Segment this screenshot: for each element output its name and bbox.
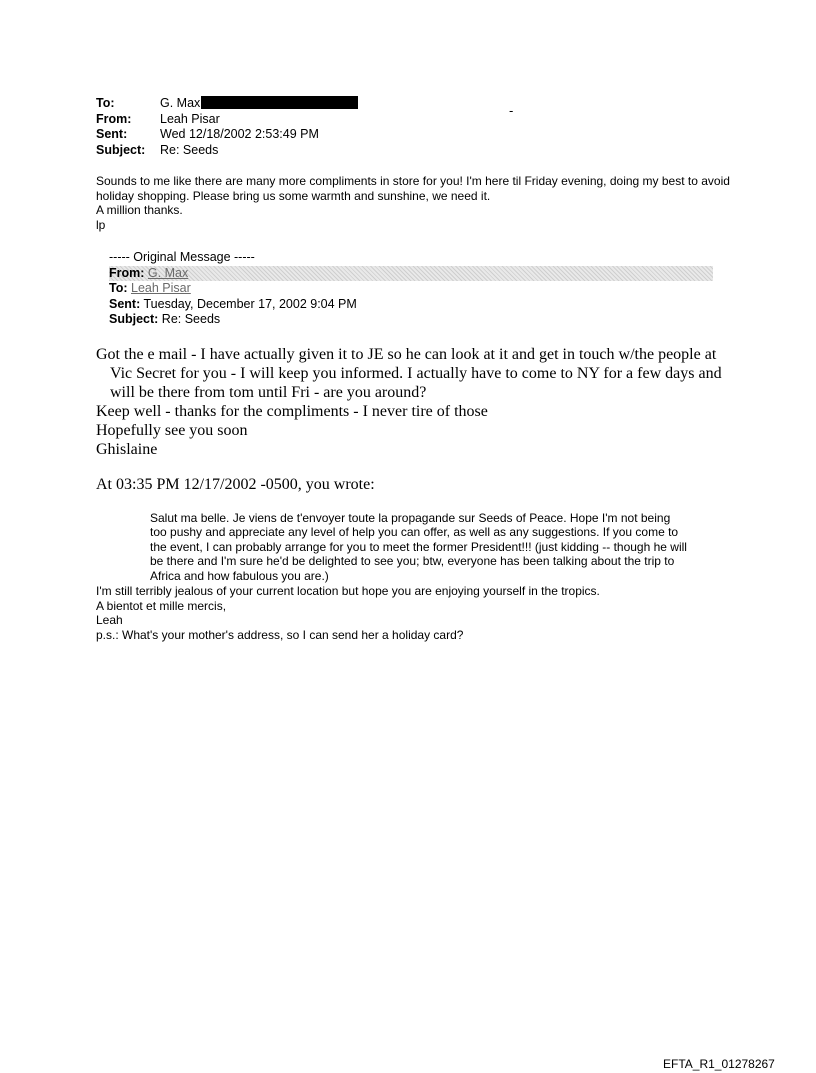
original-subject-label: Subject: bbox=[109, 312, 159, 326]
original-from-link[interactable]: G. Max bbox=[147, 265, 189, 280]
original-message-header bbox=[109, 250, 713, 328]
reply-signoff: lp bbox=[96, 217, 106, 232]
subject-label: Subject: bbox=[96, 142, 146, 157]
original-to-row bbox=[109, 281, 713, 297]
sent-row bbox=[96, 127, 358, 143]
quoted-line-3: Leah bbox=[96, 613, 123, 627]
original-to-link[interactable]: Leah Pisar bbox=[131, 281, 191, 295]
wrote-line: At 03:35 PM 12/17/2002 -0500, you wrote: bbox=[96, 476, 375, 493]
original-from-row bbox=[109, 266, 713, 282]
to-label: To: bbox=[96, 96, 115, 110]
original-to-label: To: bbox=[109, 281, 128, 295]
ghislaine-line-3: Hopefully see you soon bbox=[96, 422, 248, 439]
original-sent-label: Sent: bbox=[109, 296, 141, 311]
sent-label: Sent: bbox=[96, 127, 128, 141]
ghislaine-signature: Ghislaine bbox=[96, 441, 158, 458]
document-id: EFTA_R1_01278267 bbox=[663, 1057, 775, 1071]
subject-row bbox=[96, 143, 358, 159]
original-subject-value: Re: Seeds bbox=[161, 312, 221, 326]
ghislaine-line-2: Keep well - thanks for the compliments - I never tire of those bbox=[96, 403, 488, 420]
to-value: G. Max bbox=[160, 96, 201, 110]
reply-paragraph: Sounds to me like there are many more compliments in store for you! I'm here til Friday evening, doing my best to avoid holiday shopping. Please bring us some warmth and sunshine, we need it. bbox=[96, 174, 730, 203]
quoted-tail bbox=[96, 584, 716, 642]
original-subject-row bbox=[109, 312, 713, 328]
original-divider: ----- Original Message ----- bbox=[109, 250, 255, 264]
from-value: Leah Pisar bbox=[160, 111, 220, 126]
from-label: From: bbox=[96, 111, 132, 126]
quoted-line-2: A bientot et mille mercis, bbox=[96, 598, 227, 613]
redaction-bar bbox=[201, 96, 358, 109]
ghislaine-paragraph: Got the e mail - I have actually given it to JE so he can look at it and get in touch w/the people at Vic Secret for you - I will keep you informed. I actually have to come to NY for a few days and will be there from tom until Fri - are you around? bbox=[96, 346, 722, 401]
email-header bbox=[96, 96, 358, 158]
original-sent-value: Tuesday, December 17, 2002 9:04 PM bbox=[143, 296, 357, 311]
stray-mark: - bbox=[509, 103, 514, 118]
to-row bbox=[96, 96, 358, 112]
quoted-line-1: I'm still terribly jealous of your current location but hope you are enjoying yourself in the tropics. bbox=[96, 584, 600, 598]
subject-value: Re: Seeds bbox=[160, 142, 219, 157]
original-from-label: From: bbox=[109, 265, 145, 280]
original-sent-row bbox=[109, 297, 713, 313]
quoted-message bbox=[150, 511, 690, 583]
reply-body bbox=[96, 174, 736, 232]
quoted-paragraph: Salut ma belle. Je viens de t'envoyer toute la propagande sur Seeds of Peace. Hope I'm not being too pushy and appreciate any level of help you can offer, as well as any suggestions. If you come to the event, I can probably arrange for you to meet the former President!!! (just kidding -- though he will be there and I'm sure he'd be delighted to see you; btw, everyone has been talking about the trip to Africa and how fabulous you are.) bbox=[150, 511, 687, 583]
ghislaine-body bbox=[96, 345, 726, 459]
quoted-line-4: p.s.: What's your mother's address, so I can send her a holiday card? bbox=[96, 627, 464, 642]
reply-thanks: A million thanks. bbox=[96, 203, 183, 217]
from-row bbox=[96, 112, 358, 128]
sent-value: Wed 12/18/2002 2:53:49 PM bbox=[160, 127, 319, 141]
